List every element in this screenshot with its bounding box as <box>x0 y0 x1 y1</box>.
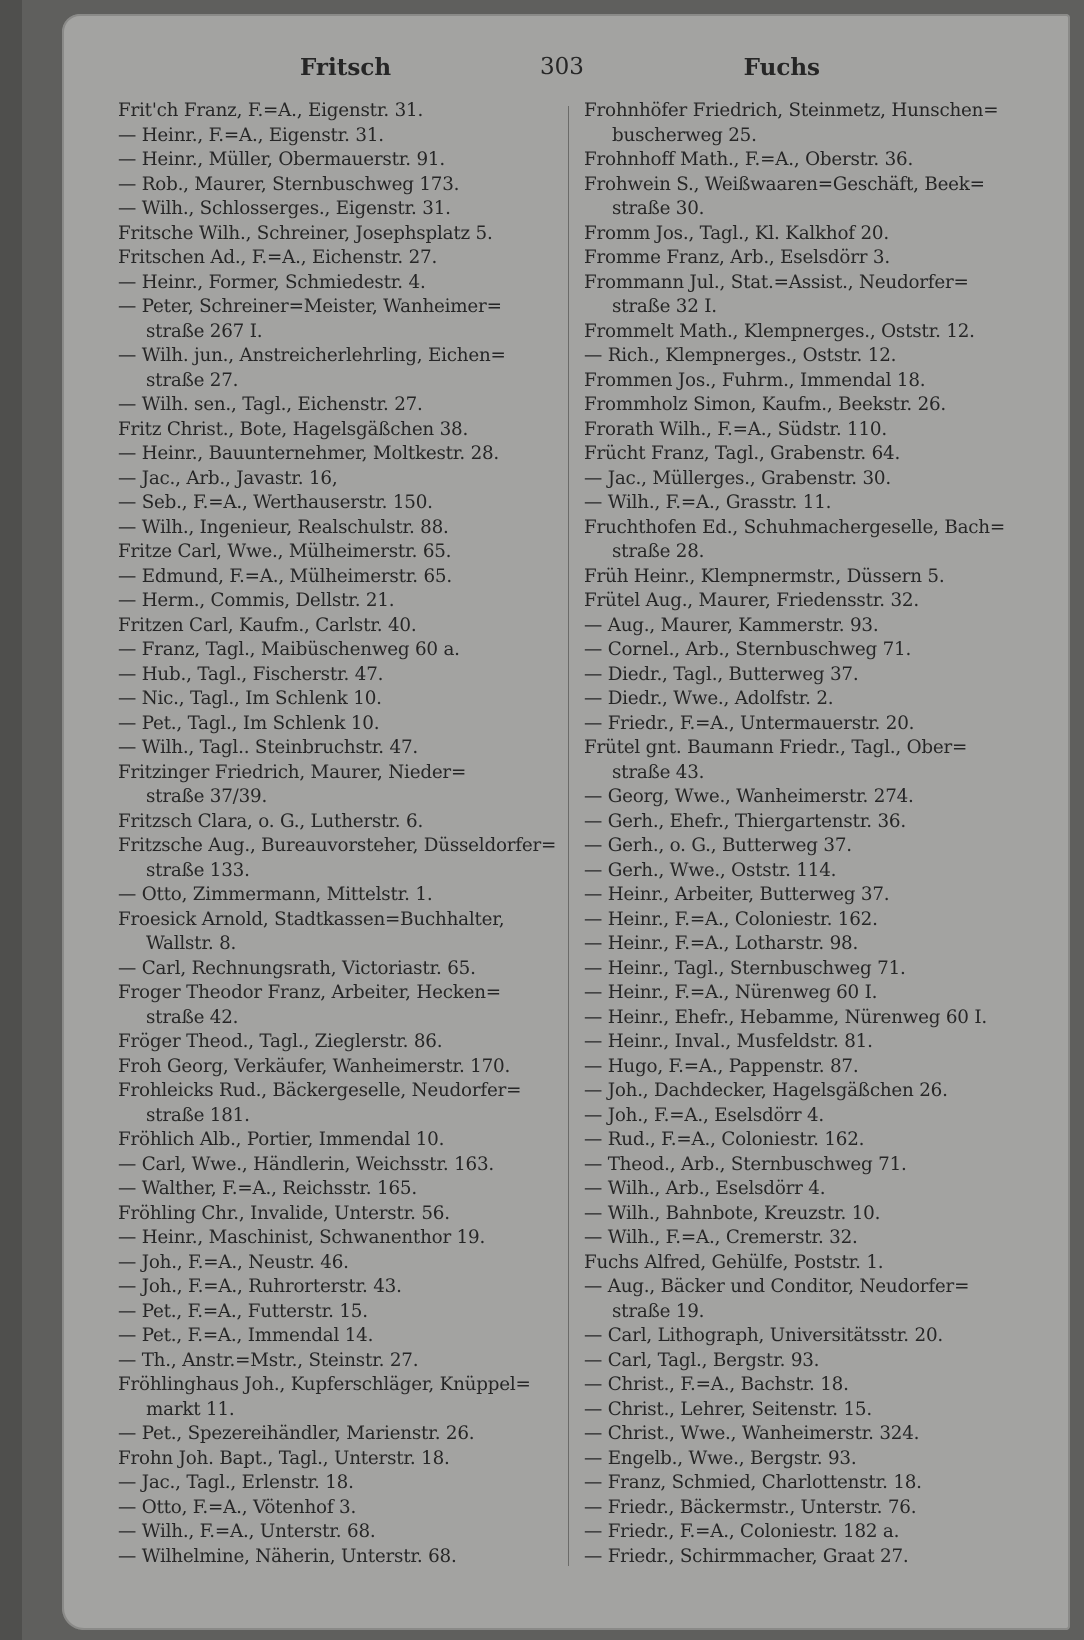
directory-entry: — Cornel., Arb., Sternbuschweg 71. <box>584 639 912 660</box>
right-column <box>584 99 1026 1569</box>
entry-continuation: buscherweg 25. <box>612 124 757 146</box>
directory-entry: — Heinr., Arbeiter, Butterweg 37. <box>584 884 890 905</box>
directory-entry: Frommann Jul., Stat.=Assist., Neudorfer= <box>584 271 969 293</box>
directory-entry: Früh Heinr., Klempnermstr., Düssern 5. <box>584 565 945 587</box>
directory-entry: Froger Theodor Franz, Arbeiter, Hecken= <box>118 982 501 1003</box>
directory-entry: — Otto, Zimmermann, Mittelstr. 1. <box>118 884 433 905</box>
directory-entry: — Heinr., Ehefr., Hebamme, Nürenweg 60 I. <box>584 1006 987 1028</box>
directory-entry: Frohnhoff Math., F.=A., Oberstr. 36. <box>584 149 914 170</box>
directory-entry: — Jac., Arb., Javastr. 16, <box>118 467 338 489</box>
directory-entry: — Jac., Müllerges., Grabenstr. 30. <box>584 467 891 489</box>
directory-entry: — Peter, Schreiner=Meister, Wanheimer= <box>118 296 502 317</box>
directory-entry: — Aug., Bäcker und Conditor, Neudorfer= <box>584 1276 970 1297</box>
directory-entry: Fröhlinghaus Joh., Kupferschläger, Knüppel= <box>118 1374 531 1395</box>
entry-continuation: straße 267 I. <box>146 320 263 342</box>
directory-entry: — Wilh., Tagl.. Steinbruchstr. 47. <box>118 737 419 758</box>
directory-entry: — Heinr., F.=A., Eigenstr. 31. <box>118 124 384 146</box>
directory-entry: Fritzsch Clara, o. G., Lutherstr. 6. <box>118 810 424 832</box>
directory-entry: — Walther, F.=A., Reichsstr. 165. <box>118 1178 417 1199</box>
directory-entry: — Gerh., Ehefr., Thiergartenstr. 36. <box>584 810 906 832</box>
directory-entry: Frücht Franz, Tagl., Grabenstr. 64. <box>584 443 901 464</box>
directory-entry: Frütel Aug., Maurer, Friedensstr. 32. <box>584 590 919 611</box>
directory-entry: — Georg, Wwe., Wanheimerstr. 274. <box>584 786 914 807</box>
directory-entry: Froh Georg, Verkäufer, Wanheimerstr. 170. <box>118 1055 511 1077</box>
directory-entry: Frohwein S., Weißwaaren=Geschäft, Beek= <box>584 173 985 195</box>
directory-entry: — Christ., Wwe., Wanheimerstr. 324. <box>584 1423 920 1444</box>
entry-continuation: straße 32 I. <box>612 296 717 317</box>
directory-entry: — Pet., Spezereihändler, Marienstr. 26. <box>118 1423 475 1444</box>
directory-entry: — Christ., Lehrer, Seitenstr. 15. <box>584 1398 872 1420</box>
directory-entry: Fröhlich Alb., Portier, Immendal 10. <box>118 1129 445 1150</box>
directory-entry: — Nic., Tagl., Im Schlenk 10. <box>118 688 382 709</box>
directory-entry: Fröhling Chr., Invalide, Unterstr. 56. <box>118 1202 450 1224</box>
directory-entry: — Seb., F.=A., Werthauserstr. 150. <box>118 492 433 513</box>
directory-entry: — Wilh., F.=A., Grasstr. 11. <box>584 492 832 513</box>
directory-entry: — Rich., Klempnerges., Oststr. 12. <box>584 345 897 366</box>
directory-entry: — Wilh. sen., Tagl., Eichenstr. 27. <box>118 394 423 415</box>
entry-continuation: straße 181. <box>146 1104 250 1126</box>
directory-entry: — Friedr., F.=A., Coloniestr. 182 a. <box>584 1521 900 1542</box>
directory-entry: Frohnhöfer Friedrich, Steinmetz, Hunschen= <box>584 100 999 121</box>
directory-entry: — Hub., Tagl., Fischerstr. 47. <box>118 663 384 685</box>
directory-entry: — Wilh., F.=A., Unterstr. 68. <box>118 1521 376 1542</box>
directory-entry: — Heinr., Bauunternehmer, Moltkestr. 28. <box>118 443 500 464</box>
directory-entry: Fritzsche Aug., Bureauvorsteher, Düsseldorfer= <box>118 835 557 856</box>
directory-entry: — Gerh., o. G., Butterweg 37. <box>584 835 852 856</box>
directory-entry: — Friedr., Schirmmacher, Graat 27. <box>584 1545 909 1567</box>
directory-entry: — Pet., Tagl., Im Schlenk 10. <box>118 712 380 734</box>
directory-entry: — Theod., Arb., Sternbuschweg 71. <box>584 1153 907 1175</box>
directory-entry: — Rud., F.=A., Coloniestr. 162. <box>584 1129 865 1150</box>
entry-continuation: Wallstr. 8. <box>146 933 237 954</box>
directory-entry: — Joh., F.=A., Neustr. 46. <box>118 1251 349 1273</box>
directory-entry: Frohn Joh. Bapt., Tagl., Unterstr. 18. <box>118 1447 450 1469</box>
directory-entry: — Jac., Tagl., Erlenstr. 18. <box>118 1472 354 1493</box>
directory-entry: — Diedr., Wwe., Adolfstr. 2. <box>584 688 834 709</box>
entry-continuation: markt 11. <box>146 1398 235 1420</box>
directory-entry: — Heinr., Müller, Obermauerstr. 91. <box>118 149 445 170</box>
directory-entry: Fritz Christ., Bote, Hagelsgäßchen 38. <box>118 418 469 440</box>
page-header <box>300 54 820 88</box>
directory-entry: Frommen Jos., Fuhrm., Immendal 18. <box>584 369 926 391</box>
directory-entry: — Aug., Maurer, Kammerstr. 93. <box>584 614 879 636</box>
directory-entry: — Heinr., Maschinist, Schwanenthor 19. <box>118 1227 486 1248</box>
header-left-keyword: Fritsch <box>300 54 392 81</box>
directory-entry: Frit'ch Franz, F.=A., Eigenstr. 31. <box>118 100 424 121</box>
entry-continuation: straße 28. <box>612 541 705 562</box>
scan-edge <box>0 0 22 1640</box>
directory-entry: Fritschen Ad., F.=A., Eichenstr. 27. <box>118 247 438 268</box>
entry-continuation: straße 43. <box>612 761 705 783</box>
directory-entry: — Wilhelmine, Näherin, Unterstr. 68. <box>118 1545 457 1567</box>
directory-entry: — Heinr., Former, Schmiedestr. 4. <box>118 271 426 293</box>
directory-entry: — Wilh., Bahnbote, Kreuzstr. 10. <box>584 1202 881 1224</box>
page-number: 303 <box>540 54 584 80</box>
directory-entry: Fritzen Carl, Kaufm., Carlstr. 40. <box>118 614 417 636</box>
directory-entry: — Heinr., Tagl., Sternbuschweg 71. <box>584 957 906 979</box>
directory-entry: Frommholz Simon, Kaufm., Beekstr. 26. <box>584 394 947 415</box>
directory-entry: Fritzinger Friedrich, Maurer, Nieder= <box>118 761 467 783</box>
entry-continuation: straße 42. <box>146 1006 239 1028</box>
directory-entry: — Carl, Tagl., Bergstr. 93. <box>584 1349 820 1371</box>
directory-entry: — Franz, Tagl., Maibüschenweg 60 a. <box>118 639 460 660</box>
directory-entry: — Herm., Commis, Dellstr. 21. <box>118 590 395 611</box>
directory-entry: Frütel gnt. Baumann Friedr., Tagl., Ober= <box>584 737 968 758</box>
directory-entry: — Wilh., Schlosserges., Eigenstr. 31. <box>118 198 451 219</box>
directory-entry: — Edmund, F.=A., Mülheimerstr. 65. <box>118 565 452 587</box>
entry-continuation: straße 19. <box>612 1300 705 1322</box>
directory-entry: — Wilh., F.=A., Cremerstr. 32. <box>584 1227 858 1248</box>
directory-entry: — Otto, F.=A., Vötenhof 3. <box>118 1496 357 1518</box>
directory-entry: Fromme Franz, Arb., Eselsdörr 3. <box>584 247 890 268</box>
directory-entry: — Th., Anstr.=Mstr., Steinstr. 27. <box>118 1349 419 1371</box>
entry-continuation: straße 37/39. <box>146 786 268 807</box>
directory-entry: — Diedr., Tagl., Butterweg 37. <box>584 663 859 685</box>
directory-entry: Frommelt Math., Klempnerges., Oststr. 12. <box>584 320 975 342</box>
directory-entry: — Rob., Maurer, Sternbuschweg 173. <box>118 173 460 195</box>
directory-entry: — Gerh., Wwe., Oststr. 114. <box>584 859 837 881</box>
directory-entry: Fritsche Wilh., Schreiner, Josephsplatz 5. <box>118 222 493 244</box>
directory-entry: — Heinr., F.=A., Coloniestr. 162. <box>584 908 878 930</box>
directory-entry: — Carl, Rechnungsrath, Victoriastr. 65. <box>118 957 476 979</box>
directory-entry: — Wilh., Arb., Eselsdörr 4. <box>584 1178 826 1199</box>
directory-entry: Frohleicks Rud., Bäckergeselle, Neudorfer= <box>118 1080 522 1101</box>
entry-continuation: straße 30. <box>612 198 705 219</box>
entry-continuation: straße 133. <box>146 859 250 881</box>
directory-entry: — Friedr., Bäckermstr., Unterstr. 76. <box>584 1496 917 1518</box>
directory-entry: Fuchs Alfred, Gehülfe, Poststr. 1. <box>584 1251 884 1273</box>
directory-entry: — Christ., F.=A., Bachstr. 18. <box>584 1374 849 1395</box>
column-divider <box>568 106 569 1566</box>
directory-entry: — Joh., Dachdecker, Hagelsgäßchen 26. <box>584 1080 948 1101</box>
directory-entry: — Carl, Wwe., Händlerin, Weichsstr. 163. <box>118 1153 494 1175</box>
directory-entry: — Pet., F.=A., Immendal 14. <box>118 1325 374 1346</box>
header-right-keyword: Fuchs <box>743 54 820 81</box>
directory-entry: — Franz, Schmied, Charlottenstr. 18. <box>584 1472 922 1493</box>
directory-entry: — Friedr., F.=A., Untermauerstr. 20. <box>584 712 915 734</box>
directory-entry: — Joh., F.=A., Eselsdörr 4. <box>584 1104 825 1126</box>
directory-entry: — Carl, Lithograph, Universitätsstr. 20. <box>584 1325 944 1346</box>
left-column <box>118 99 558 1569</box>
directory-entry: Fromm Jos., Tagl., Kl. Kalkhof 20. <box>584 222 889 244</box>
directory-entry: — Pet., F.=A., Futterstr. 15. <box>118 1300 368 1322</box>
entry-continuation: straße 27. <box>146 369 239 391</box>
directory-entry: — Heinr., Inval., Musfeldstr. 81. <box>584 1031 873 1052</box>
directory-entry: — Wilh. jun., Anstreicherlehrling, Eichen= <box>118 345 506 366</box>
directory-entry: Froesick Arnold, Stadtkassen=Buchhalter, <box>118 908 505 930</box>
directory-entry: — Wilh., Ingenieur, Realschulstr. 88. <box>118 516 449 538</box>
directory-entry: — Heinr., F.=A., Lotharstr. 98. <box>584 933 859 954</box>
directory-entry: Fröger Theod., Tagl., Zieglerstr. 86. <box>118 1031 443 1052</box>
directory-entry: — Heinr., F.=A., Nürenweg 60 I. <box>584 982 878 1003</box>
directory-entry: Fruchthofen Ed., Schuhmachergeselle, Bach= <box>584 516 1005 538</box>
directory-entry: — Engelb., Wwe., Bergstr. 93. <box>584 1447 857 1469</box>
directory-entry: Fritze Carl, Wwe., Mülheimerstr. 65. <box>118 541 452 562</box>
directory-entry: — Joh., F.=A., Ruhrorterstr. 43. <box>118 1276 402 1297</box>
directory-entry: — Hugo, F.=A., Pappenstr. 87. <box>584 1055 859 1077</box>
directory-entry: Frorath Wilh., F.=A., Südstr. 110. <box>584 418 887 440</box>
